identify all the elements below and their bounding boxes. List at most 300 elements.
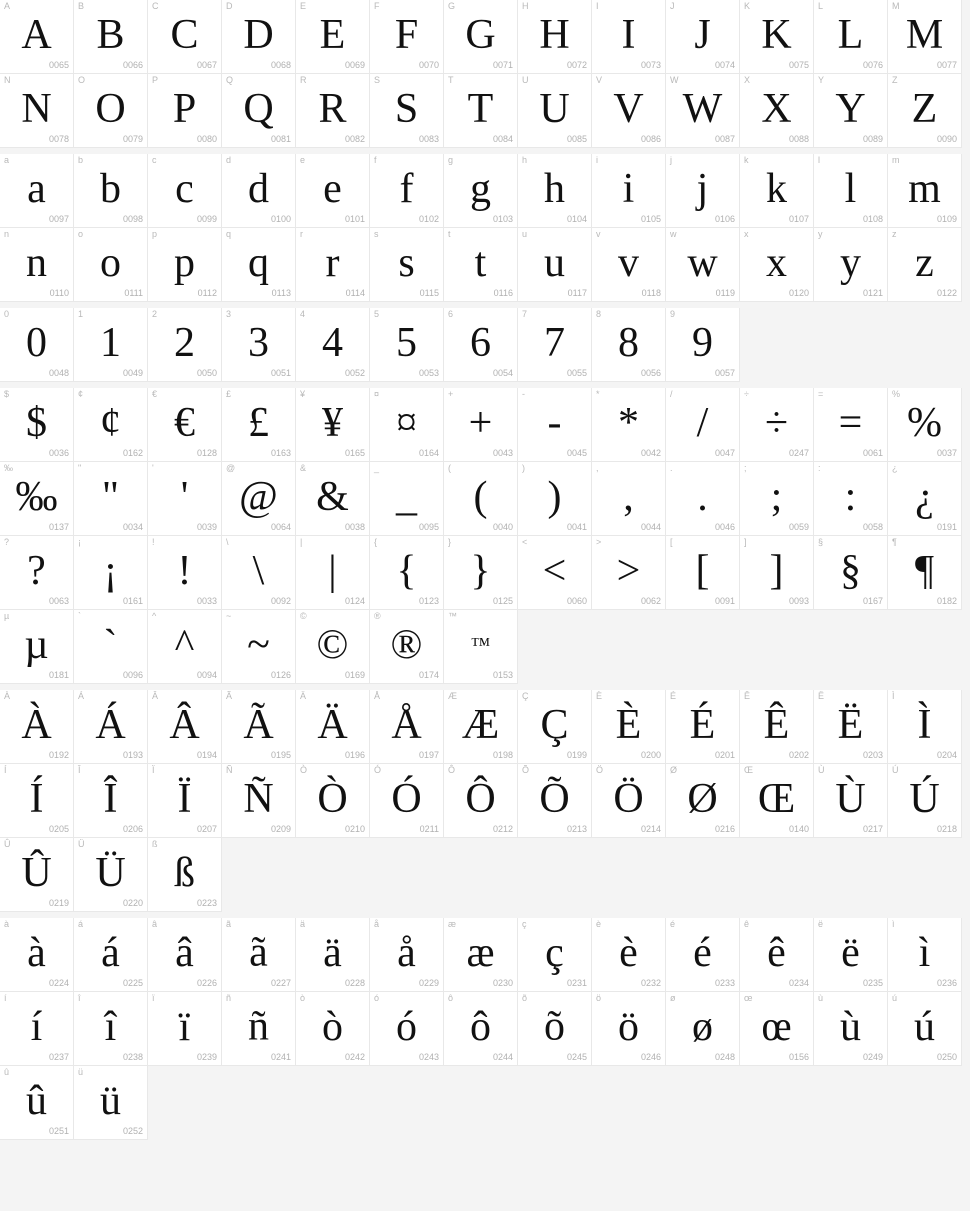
glyph-cell[interactable] xyxy=(444,918,518,992)
glyph-cell[interactable] xyxy=(740,74,814,148)
glyph-code-label: 0070 xyxy=(418,60,439,70)
glyph-cell[interactable] xyxy=(74,992,148,1066)
glyph-cell[interactable] xyxy=(74,0,148,74)
glyph-cell[interactable] xyxy=(444,0,518,74)
glyph-char-label: : xyxy=(818,463,821,473)
glyph-cell[interactable] xyxy=(148,462,222,536)
glyph-char-label: s xyxy=(374,229,379,239)
glyph-code-label: 0040 xyxy=(492,522,513,532)
glyph-cell[interactable] xyxy=(444,74,518,148)
glyph-preview: G xyxy=(465,11,496,58)
glyph-cell[interactable] xyxy=(296,388,370,462)
glyph-cell[interactable] xyxy=(518,992,592,1066)
glyph-preview: 7 xyxy=(544,319,565,366)
glyph-cell[interactable] xyxy=(148,764,222,838)
glyph-cell[interactable] xyxy=(666,228,740,302)
glyph-cell[interactable] xyxy=(592,308,666,382)
glyph-code-label: 0216 xyxy=(714,824,735,834)
glyph-preview: 8 xyxy=(618,319,639,366)
glyph-code-label: 0244 xyxy=(492,1052,513,1062)
glyph-preview: , xyxy=(623,473,634,520)
glyph-code-label: 0053 xyxy=(418,368,439,378)
glyph-code-label: 0174 xyxy=(418,670,439,680)
glyph-cell-empty xyxy=(814,610,888,684)
glyph-code-label: 0245 xyxy=(566,1052,587,1062)
glyph-cell[interactable] xyxy=(814,536,888,610)
glyph-cell[interactable] xyxy=(74,610,148,684)
glyph-code-label: 0202 xyxy=(788,750,809,760)
glyph-code-label: 0213 xyxy=(566,824,587,834)
glyph-char-label: S xyxy=(374,75,381,85)
glyph-cell[interactable] xyxy=(0,154,74,228)
glyph-char-label: ô xyxy=(448,993,454,1003)
glyph-cell[interactable] xyxy=(814,918,888,992)
glyph-preview: O xyxy=(95,85,126,132)
glyph-preview: ? xyxy=(27,547,46,594)
glyph-preview: œ xyxy=(761,1003,792,1050)
glyph-char-label: ¿ xyxy=(892,463,898,473)
glyph-preview: ã xyxy=(249,929,268,976)
glyph-cell[interactable] xyxy=(444,228,518,302)
glyph-preview: ú xyxy=(914,1003,935,1050)
glyph-char-label: § xyxy=(818,537,824,547)
glyph-cell[interactable] xyxy=(0,690,74,764)
glyph-cell[interactable] xyxy=(74,154,148,228)
glyph-preview: Ü xyxy=(95,849,126,896)
glyph-char-label: n xyxy=(4,229,10,239)
glyph-code-label: 0161 xyxy=(122,596,143,606)
glyph-cell[interactable] xyxy=(0,228,74,302)
glyph-char-label: í xyxy=(4,993,7,1003)
glyph-cell[interactable] xyxy=(370,228,444,302)
glyph-char-label: © xyxy=(300,611,307,621)
glyph-cell[interactable] xyxy=(592,462,666,536)
glyph-cell[interactable] xyxy=(222,154,296,228)
glyph-char-label: ¥ xyxy=(300,389,306,399)
glyph-cell[interactable] xyxy=(814,0,888,74)
glyph-cell[interactable] xyxy=(222,228,296,302)
glyph-char-label: ÷ xyxy=(744,389,749,399)
glyph-cell[interactable] xyxy=(888,918,962,992)
glyph-cell[interactable] xyxy=(0,462,74,536)
glyph-code-label: 0211 xyxy=(419,824,439,834)
glyph-char-label: É xyxy=(670,691,677,701)
glyph-cell[interactable] xyxy=(0,308,74,382)
glyph-code-label: 0084 xyxy=(492,134,513,144)
glyph-cell[interactable] xyxy=(148,918,222,992)
glyph-char-label: ë xyxy=(818,919,824,929)
glyph-cell[interactable] xyxy=(666,536,740,610)
glyph-code-label: 0113 xyxy=(271,288,291,298)
glyph-cell[interactable] xyxy=(370,918,444,992)
glyph-preview: ™ xyxy=(470,633,491,656)
glyph-cell[interactable] xyxy=(370,308,444,382)
glyph-char-label: 7 xyxy=(522,309,528,319)
glyph-code-label: 0203 xyxy=(862,750,883,760)
glyph-preview: Õ xyxy=(539,775,570,822)
glyph-preview: R xyxy=(318,85,347,132)
glyph-preview: T xyxy=(467,85,494,132)
glyph-cell[interactable] xyxy=(296,154,370,228)
glyph-cell[interactable] xyxy=(888,462,962,536)
glyph-code-label: 0120 xyxy=(788,288,809,298)
glyph-cell[interactable] xyxy=(814,992,888,1066)
glyph-cell[interactable] xyxy=(814,690,888,764)
glyph-code-label: 0105 xyxy=(640,214,661,224)
glyph-char-label: Ì xyxy=(892,691,895,701)
glyph-cell[interactable] xyxy=(74,536,148,610)
glyph-code-label: 0249 xyxy=(862,1052,883,1062)
glyph-cell[interactable] xyxy=(296,690,370,764)
glyph-cell[interactable] xyxy=(888,154,962,228)
glyph-char-label: ( xyxy=(448,463,451,473)
glyph-cell[interactable] xyxy=(740,764,814,838)
glyph-code-label: 0064 xyxy=(270,522,291,532)
glyph-cell[interactable] xyxy=(148,610,222,684)
glyph-cell[interactable] xyxy=(296,462,370,536)
glyph-char-label: œ xyxy=(744,993,753,1003)
glyph-cell[interactable] xyxy=(222,610,296,684)
glyph-cell[interactable] xyxy=(74,1066,148,1140)
glyph-cell[interactable] xyxy=(222,992,296,1066)
glyph-cell[interactable] xyxy=(74,308,148,382)
glyph-cell[interactable] xyxy=(666,690,740,764)
glyph-preview: à xyxy=(27,929,46,976)
glyph-cell[interactable] xyxy=(222,388,296,462)
glyph-cell-empty xyxy=(148,1066,222,1140)
glyph-preview: © xyxy=(316,621,349,668)
glyph-cell[interactable] xyxy=(814,74,888,148)
glyph-code-label: 0062 xyxy=(640,596,661,606)
glyph-cell[interactable] xyxy=(370,536,444,610)
glyph-cell[interactable] xyxy=(518,388,592,462)
glyph-cell[interactable] xyxy=(592,228,666,302)
glyph-cell[interactable] xyxy=(148,838,222,912)
glyph-cell[interactable] xyxy=(296,228,370,302)
glyph-code-label: 0193 xyxy=(122,750,143,760)
glyph-char-label: ß xyxy=(152,839,158,849)
glyph-preview: Ó xyxy=(391,775,422,822)
glyph-cell[interactable] xyxy=(888,228,962,302)
glyph-row xyxy=(0,462,970,536)
glyph-cell[interactable] xyxy=(0,536,74,610)
glyph-cell[interactable] xyxy=(296,74,370,148)
glyph-cell[interactable] xyxy=(518,764,592,838)
glyph-cell[interactable] xyxy=(888,388,962,462)
glyph-cell[interactable] xyxy=(740,536,814,610)
glyph-code-label: 0182 xyxy=(936,596,957,606)
glyph-preview: { xyxy=(396,547,417,594)
glyph-preview: Ú xyxy=(909,775,940,822)
glyph-cell[interactable] xyxy=(444,154,518,228)
glyph-cell[interactable] xyxy=(148,992,222,1066)
glyph-code-label: 0195 xyxy=(270,750,291,760)
glyph-cell[interactable] xyxy=(148,0,222,74)
glyph-cell[interactable] xyxy=(740,918,814,992)
glyph-cell[interactable] xyxy=(222,536,296,610)
glyph-cell[interactable] xyxy=(592,154,666,228)
glyph-cell[interactable] xyxy=(296,536,370,610)
glyph-cell[interactable] xyxy=(592,690,666,764)
glyph-cell[interactable] xyxy=(370,154,444,228)
glyph-cell[interactable] xyxy=(0,610,74,684)
glyph-char-label: ? xyxy=(4,537,10,547)
glyph-cell[interactable] xyxy=(518,308,592,382)
glyph-cell[interactable] xyxy=(518,536,592,610)
glyph-cell[interactable] xyxy=(888,690,962,764)
glyph-char-label: ¶ xyxy=(892,537,897,547)
glyph-code-label: 0169 xyxy=(344,670,365,680)
glyph-code-label: 0075 xyxy=(788,60,809,70)
glyph-code-label: 0051 xyxy=(270,368,291,378)
glyph-cell[interactable] xyxy=(148,308,222,382)
glyph-cell[interactable] xyxy=(0,0,74,74)
glyph-preview: ` xyxy=(103,621,118,668)
glyph-code-label: 0052 xyxy=(344,368,365,378)
glyph-code-label: 0126 xyxy=(270,670,291,680)
glyph-preview: [ xyxy=(695,547,710,594)
glyph-char-label: Ë xyxy=(818,691,825,701)
glyph-cell[interactable] xyxy=(0,838,74,912)
glyph-code-label: 0243 xyxy=(418,1052,439,1062)
glyph-cell[interactable] xyxy=(888,0,962,74)
glyph-cell-empty xyxy=(444,838,518,912)
glyph-cell[interactable] xyxy=(370,388,444,462)
glyph-cell[interactable] xyxy=(444,308,518,382)
glyph-char-label: ñ xyxy=(226,993,232,1003)
glyph-cell[interactable] xyxy=(444,462,518,536)
glyph-cell[interactable] xyxy=(222,918,296,992)
glyph-cell[interactable] xyxy=(518,228,592,302)
glyph-cell[interactable] xyxy=(518,154,592,228)
glyph-preview: j xyxy=(696,165,709,212)
glyph-code-label: 0089 xyxy=(862,134,883,144)
glyph-cell[interactable] xyxy=(444,992,518,1066)
glyph-code-label: 0252 xyxy=(122,1126,143,1136)
glyph-cell[interactable] xyxy=(518,0,592,74)
glyph-cell[interactable] xyxy=(592,74,666,148)
glyph-cell[interactable] xyxy=(74,228,148,302)
glyph-cell[interactable] xyxy=(740,0,814,74)
glyph-cell[interactable] xyxy=(592,918,666,992)
glyph-char-label: Ã xyxy=(226,691,233,701)
glyph-cell[interactable] xyxy=(740,992,814,1066)
glyph-cell[interactable] xyxy=(666,0,740,74)
glyph-code-label: 0236 xyxy=(936,978,957,988)
glyph-code-label: 0123 xyxy=(418,596,439,606)
glyph-cell[interactable] xyxy=(740,154,814,228)
glyph-code-label: 0119 xyxy=(715,288,735,298)
glyph-cell[interactable] xyxy=(370,690,444,764)
glyph-cell[interactable] xyxy=(148,228,222,302)
glyph-row xyxy=(0,308,970,382)
glyph-cell[interactable] xyxy=(148,388,222,462)
glyph-char-label: R xyxy=(300,75,307,85)
glyph-cell[interactable] xyxy=(222,690,296,764)
glyph-cell[interactable] xyxy=(740,228,814,302)
glyph-code-label: 0043 xyxy=(492,448,513,458)
glyph-cell[interactable] xyxy=(370,992,444,1066)
glyph-preview: ù xyxy=(840,1003,861,1050)
glyph-code-label: 0079 xyxy=(122,134,143,144)
glyph-group-digits xyxy=(0,308,970,382)
glyph-char-label: $ xyxy=(4,389,10,399)
glyph-code-label: 0239 xyxy=(196,1052,217,1062)
glyph-cell[interactable] xyxy=(0,388,74,462)
glyph-cell[interactable] xyxy=(592,992,666,1066)
glyph-cell[interactable] xyxy=(518,74,592,148)
glyph-char-label: ú xyxy=(892,993,898,1003)
glyph-cell[interactable] xyxy=(888,536,962,610)
glyph-cell[interactable] xyxy=(0,992,74,1066)
glyph-char-label: + xyxy=(448,389,454,399)
glyph-cell[interactable] xyxy=(296,0,370,74)
glyph-cell[interactable] xyxy=(222,462,296,536)
glyph-cell-empty xyxy=(888,1066,962,1140)
glyph-cell[interactable] xyxy=(74,690,148,764)
glyph-preview: 6 xyxy=(470,319,491,366)
glyph-cell[interactable] xyxy=(74,918,148,992)
glyph-cell[interactable] xyxy=(666,308,740,382)
glyph-cell[interactable] xyxy=(666,918,740,992)
glyph-code-label: 0194 xyxy=(196,750,217,760)
glyph-cell[interactable] xyxy=(296,992,370,1066)
glyph-preview: ‰ xyxy=(15,473,58,520)
glyph-cell[interactable] xyxy=(740,690,814,764)
glyph-preview: * xyxy=(618,399,639,446)
glyph-code-label: 0250 xyxy=(936,1052,957,1062)
glyph-cell[interactable] xyxy=(666,992,740,1066)
glyph-preview: ¢ xyxy=(100,399,121,446)
glyph-cell[interactable] xyxy=(296,918,370,992)
glyph-cell[interactable] xyxy=(296,610,370,684)
glyph-cell[interactable] xyxy=(444,388,518,462)
glyph-char-label: q xyxy=(226,229,232,239)
glyph-preview: Ô xyxy=(465,775,496,822)
glyph-cell[interactable] xyxy=(296,308,370,382)
glyph-char-label: 6 xyxy=(448,309,454,319)
glyph-cell[interactable] xyxy=(222,308,296,382)
glyph-cell[interactable] xyxy=(444,690,518,764)
glyph-cell[interactable] xyxy=(666,462,740,536)
glyph-cell[interactable] xyxy=(222,0,296,74)
glyph-preview: û xyxy=(26,1077,47,1124)
glyph-preview: Ê xyxy=(763,701,790,748)
glyph-code-label: 0238 xyxy=(122,1052,143,1062)
glyph-preview: ê xyxy=(767,929,786,976)
glyph-cell[interactable] xyxy=(814,388,888,462)
glyph-cell[interactable] xyxy=(740,388,814,462)
glyph-code-label: 0061 xyxy=(862,448,883,458)
glyph-preview: 1 xyxy=(100,319,121,366)
glyph-cell[interactable] xyxy=(222,764,296,838)
glyph-char-label: D xyxy=(226,1,233,11)
glyph-cell[interactable] xyxy=(370,462,444,536)
glyph-cell[interactable] xyxy=(814,462,888,536)
glyph-cell[interactable] xyxy=(666,764,740,838)
glyph-cell[interactable] xyxy=(148,154,222,228)
glyph-cell[interactable] xyxy=(592,536,666,610)
glyph-cell[interactable] xyxy=(888,764,962,838)
glyph-cell[interactable] xyxy=(370,610,444,684)
glyph-preview: p xyxy=(174,239,195,286)
glyph-preview: Ö xyxy=(613,775,644,822)
glyph-cell[interactable] xyxy=(74,462,148,536)
glyph-cell[interactable] xyxy=(444,610,518,684)
glyph-preview: D xyxy=(243,11,274,58)
glyph-cell[interactable] xyxy=(888,992,962,1066)
glyph-cell[interactable] xyxy=(74,74,148,148)
glyph-preview: a xyxy=(27,165,46,212)
glyph-preview: " xyxy=(101,473,120,520)
glyph-code-label: 0099 xyxy=(196,214,217,224)
glyph-char-label: @ xyxy=(226,463,236,473)
glyph-cell[interactable] xyxy=(0,1066,74,1140)
glyph-code-label: 0060 xyxy=(566,596,587,606)
glyph-cell[interactable] xyxy=(740,462,814,536)
glyph-preview: Î xyxy=(103,775,118,822)
glyph-cell[interactable] xyxy=(0,764,74,838)
glyph-cell[interactable] xyxy=(592,764,666,838)
glyph-code-label: 0103 xyxy=(492,214,513,224)
glyph-char-label: E xyxy=(300,1,307,11)
glyph-cell[interactable] xyxy=(370,0,444,74)
glyph-cell[interactable] xyxy=(814,154,888,228)
glyph-cell[interactable] xyxy=(0,918,74,992)
glyph-preview: A xyxy=(21,11,52,58)
glyph-code-label: 0206 xyxy=(122,824,143,834)
glyph-code-label: 0214 xyxy=(640,824,661,834)
glyph-cell[interactable] xyxy=(148,536,222,610)
glyph-cell[interactable] xyxy=(370,74,444,148)
glyph-char-label: * xyxy=(596,389,600,399)
glyph-cell[interactable] xyxy=(222,74,296,148)
glyph-cell[interactable] xyxy=(666,388,740,462)
glyph-char-label: ) xyxy=(522,463,525,473)
glyph-cell[interactable] xyxy=(814,228,888,302)
glyph-cell[interactable] xyxy=(148,690,222,764)
glyph-preview: ü xyxy=(100,1077,121,1124)
glyph-preview: 5 xyxy=(396,319,417,366)
glyph-cell[interactable] xyxy=(814,764,888,838)
glyph-preview: Q xyxy=(243,85,274,132)
glyph-cell[interactable] xyxy=(592,388,666,462)
glyph-cell[interactable] xyxy=(592,0,666,74)
glyph-cell[interactable] xyxy=(444,764,518,838)
glyph-preview: Ï xyxy=(177,775,192,822)
glyph-cell[interactable] xyxy=(370,764,444,838)
glyph-cell[interactable] xyxy=(74,388,148,462)
glyph-cell[interactable] xyxy=(74,838,148,912)
glyph-code-label: 0093 xyxy=(788,596,809,606)
glyph-code-label: 0128 xyxy=(196,448,217,458)
glyph-cell[interactable] xyxy=(666,154,740,228)
glyph-cell[interactable] xyxy=(296,764,370,838)
glyph-cell[interactable] xyxy=(0,74,74,148)
glyph-cell[interactable] xyxy=(518,462,592,536)
glyph-preview: £ xyxy=(248,399,269,446)
glyph-cell[interactable] xyxy=(888,74,962,148)
glyph-cell[interactable] xyxy=(666,74,740,148)
glyph-cell[interactable] xyxy=(148,74,222,148)
glyph-cell[interactable] xyxy=(518,918,592,992)
glyph-code-label: 0069 xyxy=(344,60,365,70)
glyph-code-label: 0153 xyxy=(492,670,513,680)
glyph-char-label: é xyxy=(670,919,676,929)
glyph-cell[interactable] xyxy=(74,764,148,838)
glyph-cell[interactable] xyxy=(518,690,592,764)
glyph-cell[interactable] xyxy=(444,536,518,610)
